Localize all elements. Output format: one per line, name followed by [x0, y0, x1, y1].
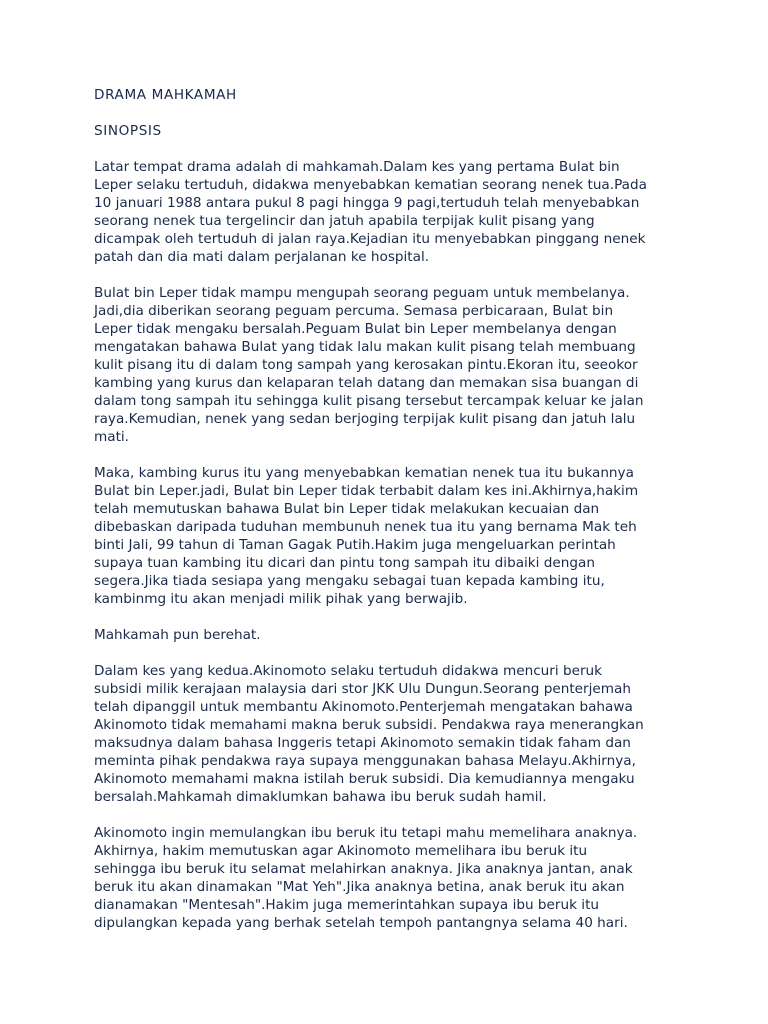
paragraph-line: kambinmg itu akan menjadi milik pihak yang berwajib.: [94, 591, 468, 607]
paragraph-line: dicampak oleh tertuduh di jalan raya.Kejadian itu menyebabkan pinggang nenek: [94, 231, 646, 247]
paragraph-line: 10 januari 1988 antara pukul 8 pagi hingga 9 pagi,tertuduh telah menyebabkan: [94, 195, 640, 211]
paragraph-line: Dalam kes yang kedua.Akinomoto selaku tertuduh didakwa mencuri beruk: [94, 663, 603, 679]
paragraph-line: Jadi,dia diberikan seorang peguam percuma. Semasa perbicaraan, Bulat bin: [94, 303, 614, 319]
paragraph-line: kambing yang kurus dan kelaparan telah datang dan memakan sisa buangan di: [94, 375, 639, 391]
paragraph-line: Mahkamah pun berehat.: [94, 627, 261, 643]
paragraph-line: bersalah.Mahkamah dimaklumkan bahawa ibu beruk sudah hamil.: [94, 789, 547, 805]
paragraph-line: kulit pisang itu di dalam tong sampah yang kerosakan pintu.Ekoran itu, seeokor: [94, 357, 638, 373]
paragraph-line: Leper tidak mengaku bersalah.Peguam Bulat bin Leper membelanya dengan: [94, 321, 617, 337]
paragraph-line: seorang nenek tua tergelincir dan jatuh apabila terpijak kulit pisang yang: [94, 213, 595, 229]
paragraph-list: [94, 158, 684, 932]
paragraph-line: Akinomoto tidak memahami makna beruk subsidi. Pendakwa raya menerangkan: [94, 717, 644, 733]
paragraph-line: meminta pihak pendakwa raya supaya menggunakan bahasa Melayu.Akhirnya,: [94, 753, 636, 769]
paragraph-line: Bulat bin Leper tidak mampu mengupah seorang peguam untuk membelanya.: [94, 285, 630, 301]
paragraph-line: dianamakan "Mentesah".Hakim juga memerintahkan supaya ibu beruk itu: [94, 897, 600, 913]
paragraph-line: telah dipanggil untuk membantu Akinomoto.Penterjemah mengatakan bahawa: [94, 699, 633, 715]
paragraph: [94, 824, 684, 932]
paragraph-line: mengatakan bahawa Bulat yang tidak lalu makan kulit pisang telah membuang: [94, 339, 636, 355]
paragraph-line: sehingga ibu beruk itu selamat melahirkan anaknya. Jika anaknya jantan, anak: [94, 861, 633, 877]
paragraph-line: maksudnya dalam bahasa Inggeris tetapi Akinomoto semakin tidak faham dan: [94, 735, 631, 751]
paragraph-line: segera.Jika tiada sesiapa yang mengaku sebagai tuan kepada kambing itu,: [94, 573, 605, 589]
paragraph: [94, 626, 684, 644]
paragraph-line: beruk itu akan dinamakan "Mat Yeh".Jika anaknya betina, anak beruk itu akan: [94, 879, 625, 895]
paragraph-line: telah memutuskan bahawa Bulat bin Leper tidak melakukan kecuaian dan: [94, 501, 600, 517]
paragraph: [94, 158, 684, 266]
paragraph-line: Latar tempat drama adalah di mahkamah.Dalam kes yang pertama Bulat bin: [94, 159, 620, 175]
paragraph-line: Akhirnya, hakim memutuskan agar Akinomoto memelihara ibu beruk itu: [94, 843, 588, 859]
paragraph-line: dalam tong sampah itu sehingga kulit pisang tersebut tercampak keluar ke jalan: [94, 393, 644, 409]
paragraph-line: binti Jali, 99 tahun di Taman Gagak Putih.Hakim juga mengeluarkan perintah: [94, 537, 616, 553]
paragraph-line: Maka, kambing kurus itu yang menyebabkan kematian nenek tua itu bukannya: [94, 465, 634, 481]
paragraph: [94, 662, 684, 806]
paragraph-line: dibebaskan daripada tuduhan membunuh nenek tua itu yang bernama Mak teh: [94, 519, 637, 535]
paragraph-line: supaya tuan kambing itu dicari dan pintu tong sampah itu dibaiki dengan: [94, 555, 595, 571]
paragraph-line: Bulat bin Leper.jadi, Bulat bin Leper tidak terbabit dalam kes ini.Akhirnya,hakim: [94, 483, 639, 499]
document-title: DRAMA MAHKAMAH: [94, 87, 237, 103]
paragraph-line: mati.: [94, 429, 129, 445]
section-heading: SINOPSIS: [94, 123, 162, 139]
paragraph: [94, 464, 684, 608]
paragraph-line: raya.Kemudian, nenek yang sedan berjoging terpijak kulit pisang dan jatuh lalu: [94, 411, 636, 427]
paragraph: [94, 284, 684, 446]
paragraph-line: patah dan dia mati dalam perjalanan ke hospital.: [94, 249, 430, 265]
paragraph-line: Akinomoto ingin memulangkan ibu beruk itu tetapi mahu memelihara anaknya.: [94, 825, 638, 841]
document-body: [94, 86, 684, 950]
paragraph-line: Akinomoto memahami makna istilah beruk subsidi. Dia kemudiannya mengaku: [94, 771, 635, 787]
paragraph-line: Leper selaku tertuduh, didakwa menyebabkan kematian seorang nenek tua.Pada: [94, 177, 647, 193]
paragraph-line: dipulangkan kepada yang berhak setelah tempoh pantangnya selama 40 hari.: [94, 915, 628, 931]
paragraph-line: subsidi milik kerajaan malaysia dari stor JKK Ulu Dungun.Seorang penterjemah: [94, 681, 631, 697]
